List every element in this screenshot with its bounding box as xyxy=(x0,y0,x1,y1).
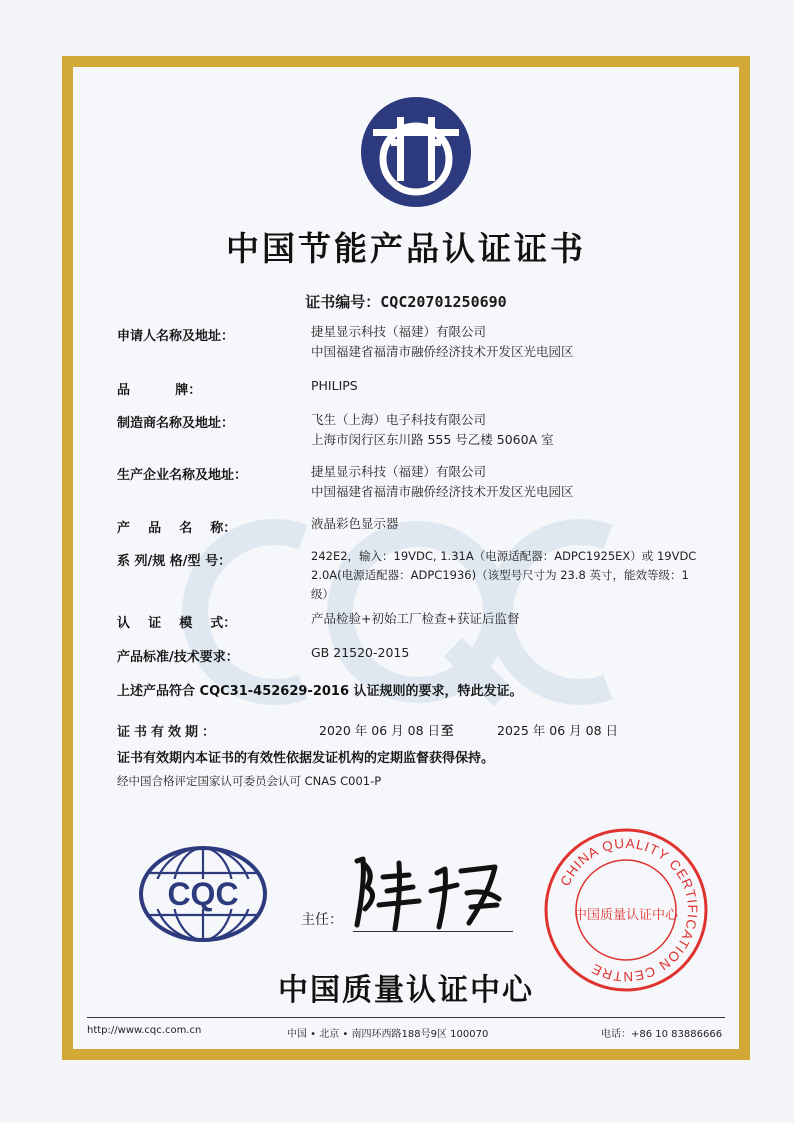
cqc-logo-icon xyxy=(137,843,269,945)
footer-url[interactable]: http://www.cqc.com.cn xyxy=(87,1025,202,1036)
validity-to-word: 至 xyxy=(441,723,454,738)
applicant-value xyxy=(311,322,574,362)
energy-saving-emblem-icon xyxy=(359,95,473,209)
product-name-value: 液晶彩色显示器 xyxy=(311,516,399,531)
standard-value: GB 21520-2015 xyxy=(311,645,410,660)
product-name-label: 产 品 名 称： xyxy=(117,521,237,536)
signature-line xyxy=(353,931,513,932)
issuing-organization: 中国质量认证中心 xyxy=(278,973,534,1008)
applicant-name: 捷星显示科技（福建）有限公司 xyxy=(311,324,487,339)
factory-value xyxy=(311,462,574,502)
manufacturer-label: 制造商名称及地址： xyxy=(117,416,235,431)
factory-address: 中国福建省福清市融侨经济技术开发区光电园区 xyxy=(311,484,574,499)
applicant-address: 中国福建省福清市融侨经济技术开发区光电园区 xyxy=(311,344,574,359)
brand-value: PHILIPS xyxy=(311,378,358,393)
brand-label: 品 牌： xyxy=(117,383,202,398)
manufacturer-value xyxy=(311,410,554,450)
factory-label: 生产企业名称及地址： xyxy=(117,468,248,483)
accreditation-note: 经中国合格评定国家认可委员会认可 CNAS C001-P xyxy=(117,774,382,788)
footer-phone: 电话：+86 10 83886666 xyxy=(601,1029,723,1040)
model-value: 242E2，输入：19VDC, 1.31A（电源适配器：ADPC1925EX）或 19VDC 2.0A(电源适配器：ADPC1936)（该型号尺寸为 23.8 英寸，能效等级：1 级） xyxy=(311,549,697,601)
certificate-number-label: 证书编号： xyxy=(305,293,381,311)
seal-ring-text: CHINA QUALITY CERTIFICATION CENTRE xyxy=(557,835,701,985)
certification-mode-value: 产品检验+初始工厂检查+获证后监督 xyxy=(311,611,520,626)
validity-from: 2020 年 06 月 08 日 xyxy=(319,723,440,738)
certificate-number xyxy=(73,291,739,312)
certificate-frame xyxy=(62,56,750,1060)
compliance-statement: 上述产品符合 CQC31-452629-2016 认证规则的要求，特此发证。 xyxy=(117,684,523,699)
director-signature-icon xyxy=(349,843,509,933)
manufacturer-address: 上海市闵行区东川路 555 号乙楼 5060A 室 xyxy=(311,432,554,447)
certification-mode-label: 认 证 模 式： xyxy=(117,616,237,631)
footer-divider xyxy=(87,1017,725,1018)
applicant-label: 申请人名称及地址： xyxy=(117,329,235,344)
validity-to: 2025 年 06 月 08 日 xyxy=(497,723,618,738)
director-label: 主任： xyxy=(301,912,343,928)
seal-inner-text: 中国质量认证中心 xyxy=(573,908,679,923)
footer-address: 中国 • 北京 • 南四环西路188号9区 100070 xyxy=(287,1029,489,1040)
validity-label: 证书有效期： xyxy=(117,725,220,740)
validity-note: 证书有效期内本证书的有效性依据发证机构的定期监督获得保持。 xyxy=(117,751,495,766)
cqc-logo-text: CQC xyxy=(167,876,239,912)
model-label: 系 列/规 格/型 号： xyxy=(117,554,232,569)
certificate-title: 中国节能产品认证证书 xyxy=(226,229,586,268)
standard-label: 产品标准/技术要求： xyxy=(117,650,239,665)
manufacturer-name: 飞生（上海）电子科技有限公司 xyxy=(311,412,487,427)
certificate-number-value: CQC20701250690 xyxy=(380,293,507,311)
factory-name: 捷星显示科技（福建）有限公司 xyxy=(311,464,487,479)
